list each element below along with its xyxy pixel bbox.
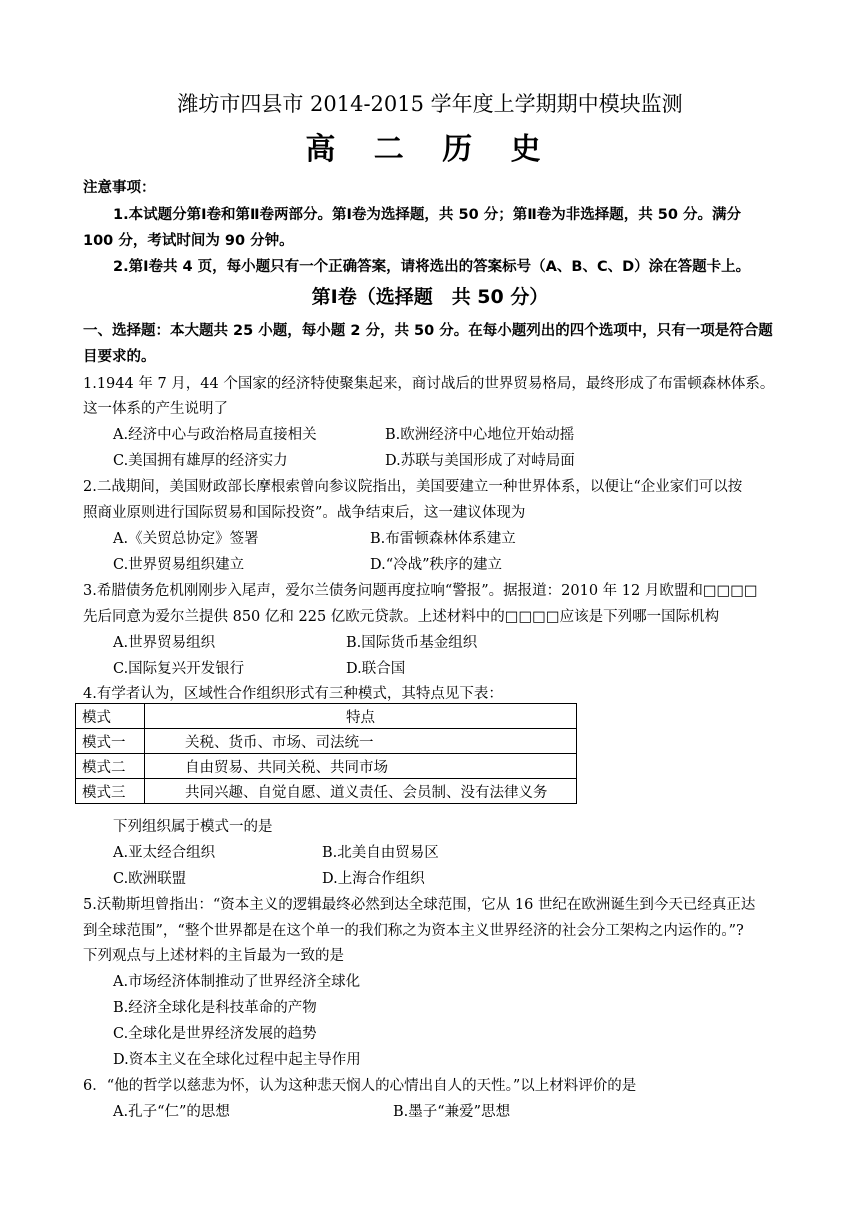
question-2-stem: 2.二战期间，美国财政部长摩根索曾向参议院指出，美国要建立一种世界体系，以便让“企业家们可以按 (83, 479, 743, 495)
part1-instruction-cont: 目要求的。 (83, 349, 156, 365)
question-1-stem-cont: 这一体系的产生说明了 (83, 401, 228, 417)
question-3-option-b: B.国际货币基金组织 (346, 635, 478, 651)
question-2-option-b: B.布雷顿森林体系建立 (370, 531, 516, 547)
question-3-option-a: A.世界贸易组织 (113, 635, 216, 651)
question-4-prompt: 下列组织属于模式一的是 (113, 819, 273, 835)
notice-item-2: 2.第Ⅰ卷共 4 页，每小题只有一个正确答案，请将选出的答案标号（A、B、C、D）涂在答题卡上。 (113, 259, 751, 275)
question-5-option-c: C.全球化是世界经济发展的趋势 (113, 1026, 317, 1042)
question-4-stem: 4.有学者认为，区域性合作组织形式有三种模式，其特点见下表： (83, 686, 503, 702)
table-cell: 共同兴趣、自觉自愿、道义责任、会员制、没有法律义务 (145, 779, 577, 804)
table-cell: 模式三 (76, 779, 145, 804)
question-2-option-c: C.世界贸易组织建立 (113, 557, 245, 573)
exam-title: 潍坊市四县市 2014-2015 学年度上学期期中模块监测 (177, 92, 683, 116)
question-3-stem: 3.希腊债务危机刚刚步入尾声，爱尔兰债务问题再度拉响“警报”。据报道：2010 年 12 月欧盟和□□□□ (83, 583, 758, 599)
question-6-option-a: A.孔子“仁”的思想 (113, 1104, 230, 1120)
table-row (76, 779, 577, 804)
question-4-option-c: C.欧洲联盟 (113, 871, 187, 887)
question-1-option-d: D.苏联与美国形成了对峙局面 (385, 453, 575, 469)
question-1-option-a: A.经济中心与政治格局直接相关 (113, 427, 317, 443)
question-4-option-d: D.上海合作组织 (322, 871, 425, 887)
notice-item-1: 1.本试题分第Ⅰ卷和第Ⅱ卷两部分。第Ⅰ卷为选择题，共 50 分；第Ⅱ卷为非选择题，共 50 分。满分 (113, 207, 742, 223)
question-6-stem: 6．“他的哲学以慈悲为怀，认为这种悲天悯人的心情出自人的天性。”以上材料评价的是 (83, 1078, 637, 1094)
question-5-option-a: A.市场经济体制推动了世界经济全球化 (113, 974, 361, 990)
mode-table (75, 703, 577, 804)
question-3-stem-cont: 先后同意为爱尔兰提供 850 亿和 225 亿欧元贷款。上述材料中的□□□□应该是下列哪一国际机构 (83, 609, 720, 625)
question-5-stem-cont: 到全球范围”，“整个世界都是在这个单一的我们称之为资本主义世界经济的社会分工架构之内运作的。”? (83, 923, 744, 939)
question-3-option-c: C.国际复兴开发银行 (113, 661, 245, 677)
question-1-stem: 1.1944 年 7 月，44 个国家的经济特使聚集起来，商讨战后的世界贸易格局，最终形成了布雷顿森林体系。 (83, 376, 775, 392)
table-cell: 关税、货币、市场、司法统一 (145, 729, 577, 754)
table-cell: 自由贸易、共同关税、共同市场 (145, 754, 577, 779)
question-1-option-c: C.美国拥有雄厚的经济实力 (113, 453, 288, 469)
question-5-option-b: B.经济全球化是科技革命的产物 (113, 1000, 317, 1016)
table-header-cell: 特点 (145, 704, 577, 729)
notice-item-1-cont: 100 分，考试时间为 90 分钟。 (83, 233, 294, 249)
part1-instruction: 一、选择题：本大题共 25 小题，每小题 2 分，共 50 分。在每小题列出的四个选项中，只有一项是符合题 (83, 323, 773, 339)
question-1-option-b: B.欧洲经济中心地位开始动摇 (385, 427, 575, 443)
table-header-row (76, 704, 577, 729)
question-5-stem: 5.沃勒斯坦曾指出：“资本主义的逻辑最终必然到达全球范围，它从 16 世纪在欧洲诞生到今天已经真正达 (83, 897, 756, 913)
subject-title: 高 二 历 史 (305, 132, 555, 167)
question-4-option-a: A.亚太经合组织 (113, 845, 216, 861)
question-4-option-b: B.北美自由贸易区 (322, 845, 439, 861)
table-cell: 模式一 (76, 729, 145, 754)
question-3-option-d: D.联合国 (346, 661, 406, 677)
question-2-option-a: A.《关贸总协定》签署 (113, 531, 259, 547)
table-row (76, 729, 577, 754)
table-header-cell: 模式 (76, 704, 145, 729)
notice-heading: 注意事项： (83, 180, 156, 196)
table-cell: 模式二 (76, 754, 145, 779)
question-5-option-d: D.资本主义在全球化过程中起主导作用 (113, 1052, 361, 1068)
table-row (76, 754, 577, 779)
question-6-option-b: B.墨子“兼爱”思想 (393, 1104, 511, 1120)
question-2-option-d: D.“冷战”秩序的建立 (370, 557, 503, 573)
question-5-stem-cont: 下列观点与上述材料的主旨最为一致的是 (83, 948, 344, 964)
question-2-stem-cont: 照商业原则进行国际贸易和国际投资”。战争结束后，这一建议体现为 (83, 505, 526, 521)
part1-title: 第Ⅰ卷（选择题 共 50 分） (311, 286, 549, 308)
